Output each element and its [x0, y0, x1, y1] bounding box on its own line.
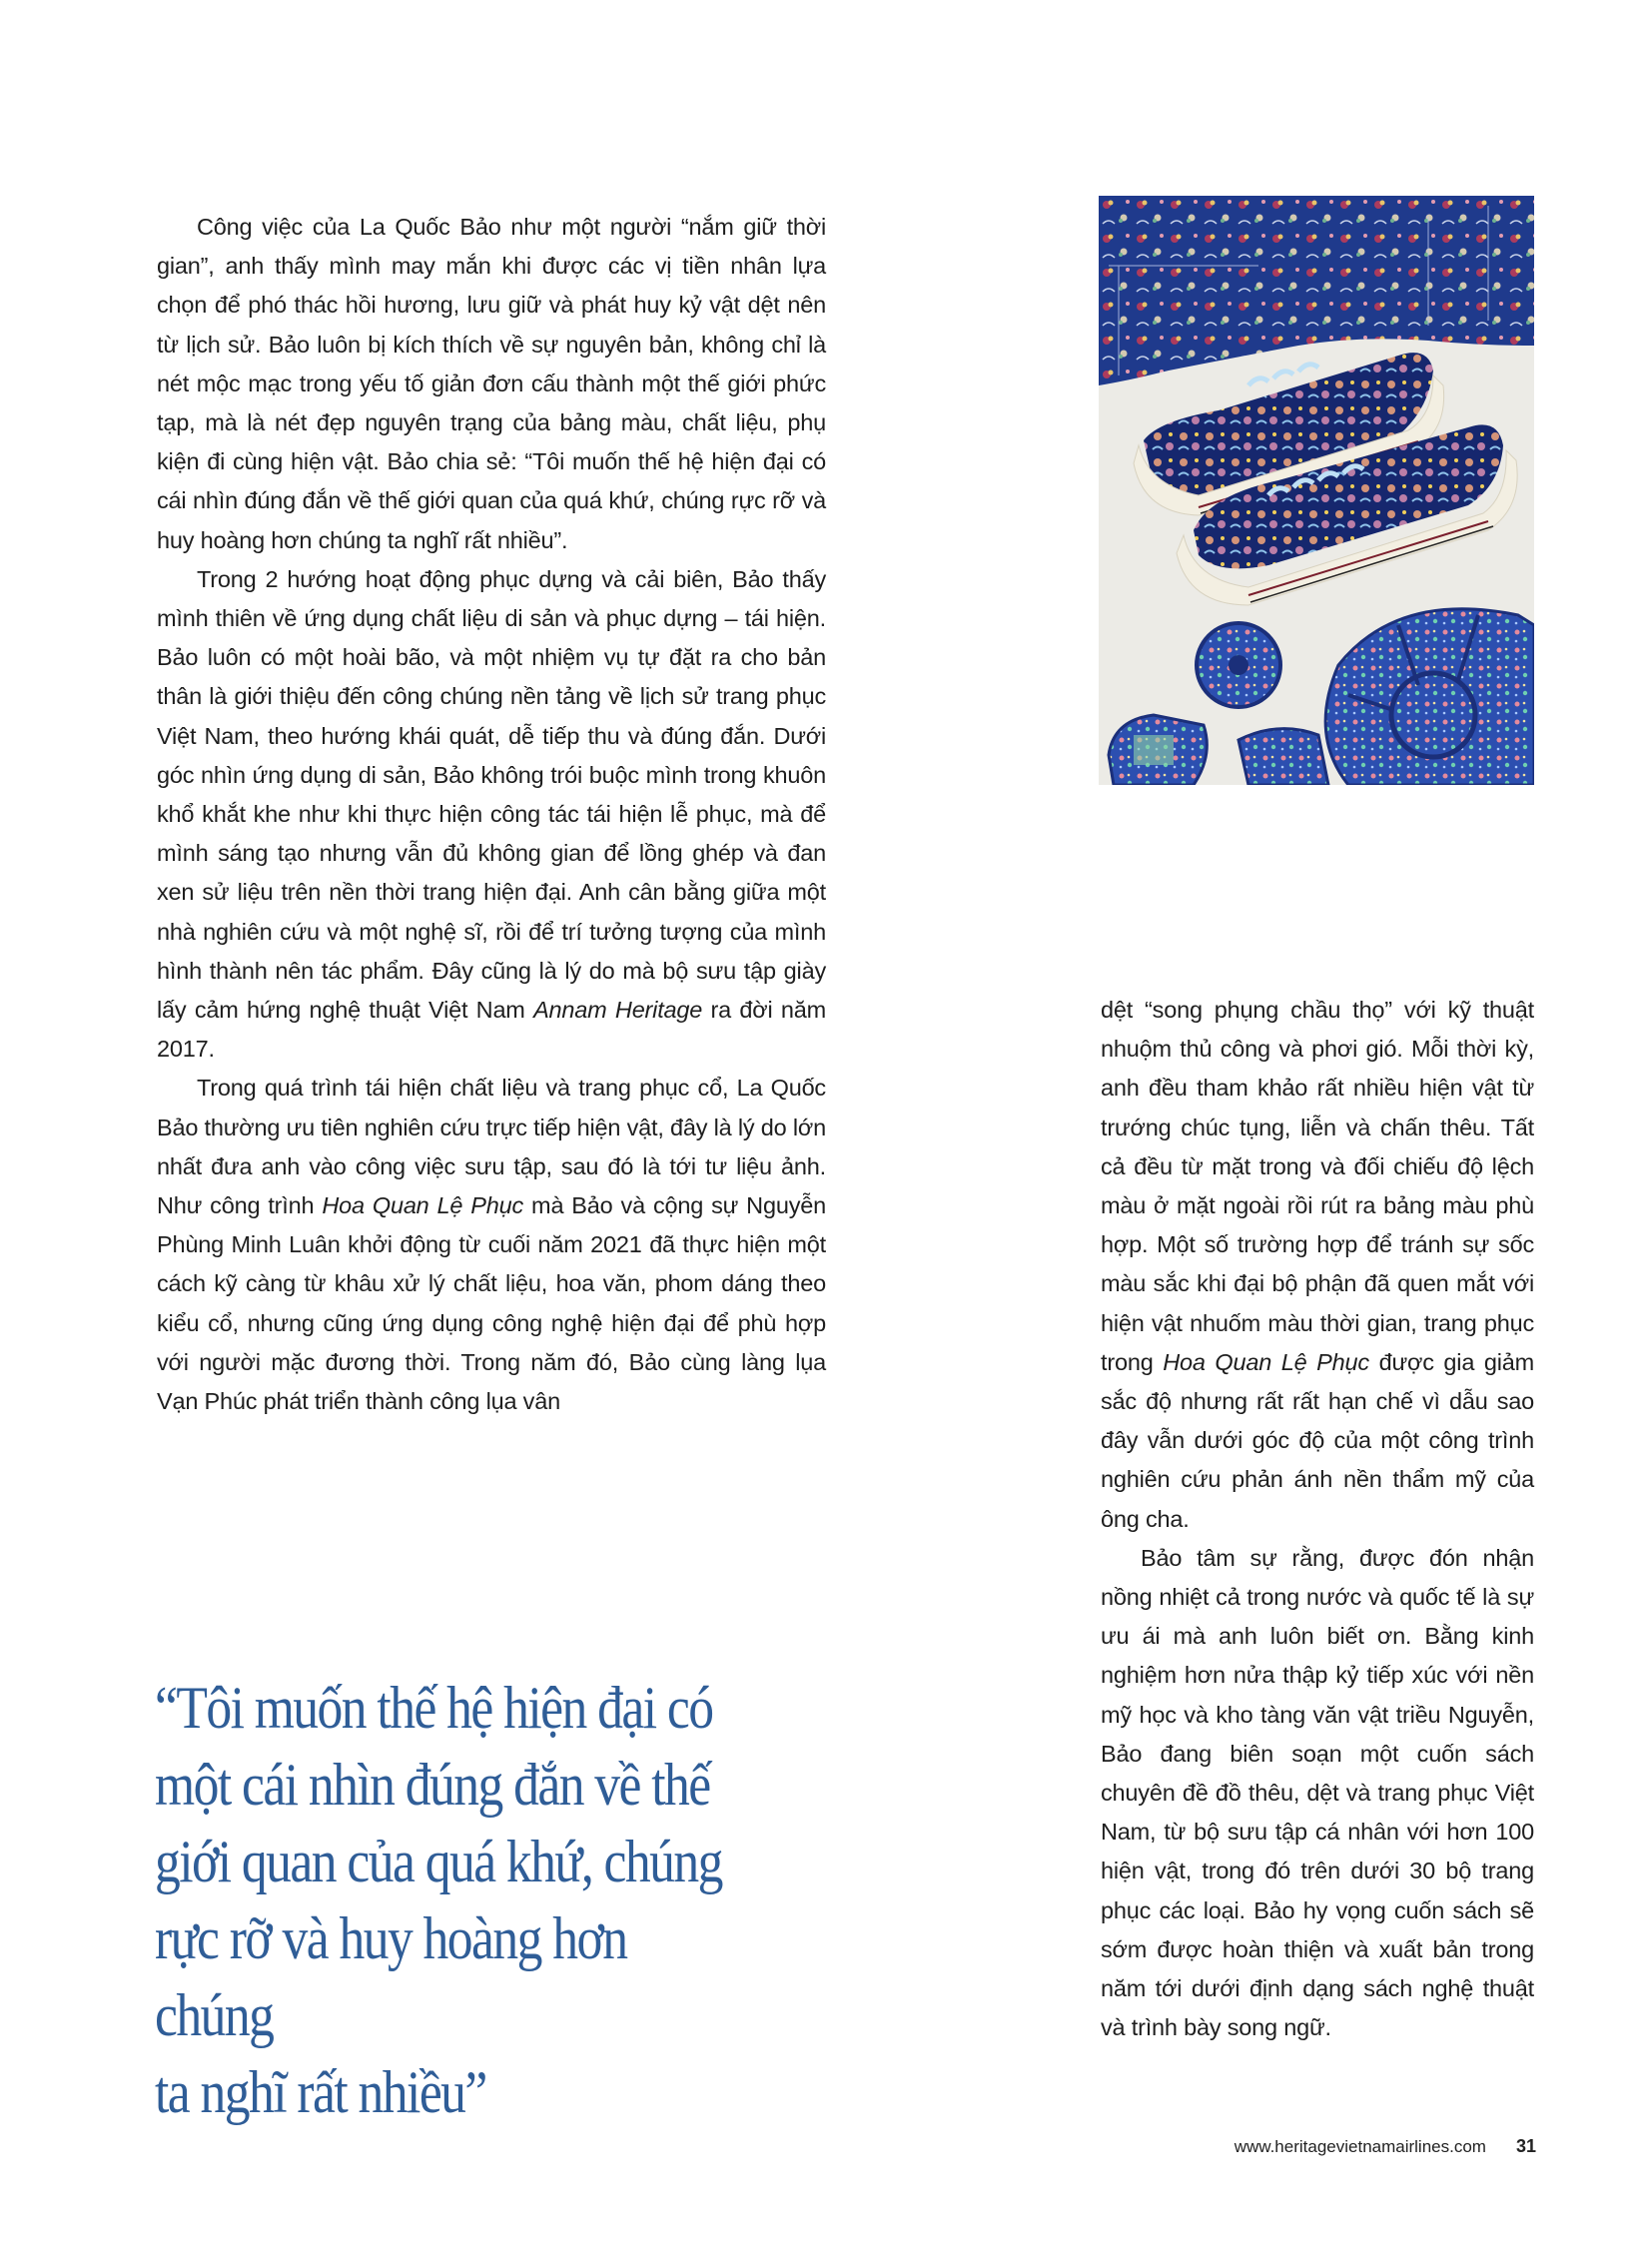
project-title-hoa-quan-le-phuc-2: Hoa Quan Lệ Phục: [1163, 1348, 1369, 1375]
article-right-column: [1101, 991, 1534, 2047]
pull-quote-line: ta nghĩ rất nhiều”: [155, 2059, 486, 2125]
collection-title-annam-heritage: Annam Heritage: [533, 997, 703, 1024]
photo-embroidered-sneakers: [1099, 196, 1534, 785]
page-number: 31: [1515, 2136, 1536, 2156]
paragraph-3-text: Trong quá trình tái hiện chất liệu và trang phục cổ, La Quốc Bảo thường ưu tiên nghiên cứu trực tiếp hiện vật, đây là lý do lớn nhất đưa anh vào công việc sưu tập, sau đó là tới tư liệu ảnh. Như công trình: [157, 1075, 826, 1219]
pull-quote-line: “Tôi muốn thế hệ hiện đại có: [155, 1675, 713, 1741]
paragraph-2-tail: ra đời năm 2017.: [157, 997, 827, 1063]
paragraph-3: [157, 1069, 826, 1421]
website-link[interactable]: www.heritagevietnamairlines.com: [1234, 2137, 1486, 2156]
pull-quote-line: rực rỡ và huy hoàng hơn chúng: [155, 1905, 627, 2048]
photo-illustration: [1099, 196, 1534, 785]
article-left-column: [157, 208, 826, 1421]
paragraph-2: [157, 560, 826, 1070]
pull-quote-line: giới quan của quá khứ, chúng: [155, 1829, 722, 1894]
paragraph-4: [1101, 991, 1534, 1539]
pull-quote-line: một cái nhìn đúng đắn về thế: [155, 1752, 710, 1818]
paragraph-4-tail: được gia giảm sắc độ nhưng rất rất hạn chế vì dẫu sao đây vẫn dưới góc độ của một công trình nghiên cứu phản ánh nền thẩm mỹ của ông cha.: [1101, 1348, 1534, 1532]
paragraph-5: Bảo tâm sự rằng, được đón nhận nồng nhiệt cả trong nước và quốc tế là sự ưu ái mà anh luôn biết ơn. Bằng kinh nghiệm hơn nửa thập kỷ tiếp xúc với nền mỹ học và kho tàng văn vật triều Nguyễn, Bảo đang biên soạn một cuốn sách chuyên đề đồ thêu, dệt và trang phục Việt Nam, từ bộ sưu tập cá nhân với hơn 100 hiện vật, trong đó trên dưới 30 bộ trang phục các loại. Bảo hy vọng cuốn sách sẽ sớm được hoàn thiện và xuất bản trong năm tới dưới định dạng sách nghệ thuật và trình bày song ngữ.: [1101, 1544, 1534, 2041]
paragraph-2-text: Trong 2 hướng hoạt động phục dựng và cải biên, Bảo thấy mình thiên về ứng dụng chất liệu di sản và phục dựng – tái hiện. Bảo luôn có một hoài bão, và một nhiệm vụ tự đặt ra cho bản thân là giới thiệu đến công chúng nền tảng về lịch sử trang phục Việt Nam, theo hướng khái quát, dễ tiếp thu và đúng đắn. Dưới góc nhìn ứng dụng di sản, Bảo không trói buộc mình trong khuôn khổ khắt khe như khi thực hiện công tác tái hiện lễ phục, mà để mình sáng tạo nhưng vẫn đủ không gian để lồng ghép và đan xen sử liệu trên nền thời trang hiện đại. Anh cân bằng giữa một nhà nghiên cứu và một nghệ sĩ, rồi để trí tưởng tượng của mình hình thành nên tác phẩm. Đây cũng là lý do mà bộ sưu tập giày lấy cảm hứng nghệ thuật Việt Nam: [157, 565, 826, 1024]
project-title-hoa-quan-le-phuc: Hoa Quan Lệ Phục: [322, 1192, 524, 1219]
paragraph-3-tail: mà Bảo và cộng sự Nguyễn Phùng Minh Luân khởi động từ cuối năm 2021 đã thực hiện một cách kỹ càng từ khâu xử lý chất liệu, hoa văn, phom dáng theo kiểu cổ, nhưng cũng ứng dụng công nghệ hiện đại để phù hợp với người mặc đương thời. Trong năm đó, Bảo cùng làng lụa Vạn Phúc phát triển thành công lụa vân: [157, 1192, 826, 1415]
paragraph-4-text: dệt “song phụng chầu thọ” với kỹ thuật nhuộm thủ công và phơi gió. Mỗi thời kỳ, anh đều tham khảo rất nhiều hiện vật từ trướng chúc tụng, liễn và chấn thêu. Tất cả đều từ mặt trong và đối chiếu độ lệch màu ở mặt ngoài rồi rút ra bảng màu phù hợp. Một số trường hợp để tránh sự sốc màu sắc khi đại bộ phận đã quen mắt với hiện vật nhuốm màu thời gian, trang phục trong: [1101, 997, 1534, 1375]
page-footer: [1235, 2136, 1536, 2157]
paragraph-1: Công việc của La Quốc Bảo như một người “nắm giữ thời gian”, anh thấy mình may mắn khi được các vị tiền nhân lựa chọn để phó thác hồi hương, lưu giữ và phát huy kỷ vật dệt nên từ lịch sử. Bảo luôn bị kích thích về sự nguyên bản, không chỉ là nét mộc mạc trong yếu tố giản đơn cấu thành một thế giới phức tạp, mà là nét đẹp nguyên trạng của bảng màu, chất liệu, phụ kiện đi cùng hiện vật. Bảo chia sẻ: “Tôi muốn thế hệ hiện đại có cái nhìn đúng đắn về thế giới quan của quá khứ, chúng rực rỡ và huy hoàng hơn chúng ta nghĩ rất nhiều”.: [157, 214, 826, 553]
pull-quote: [155, 1670, 756, 2131]
